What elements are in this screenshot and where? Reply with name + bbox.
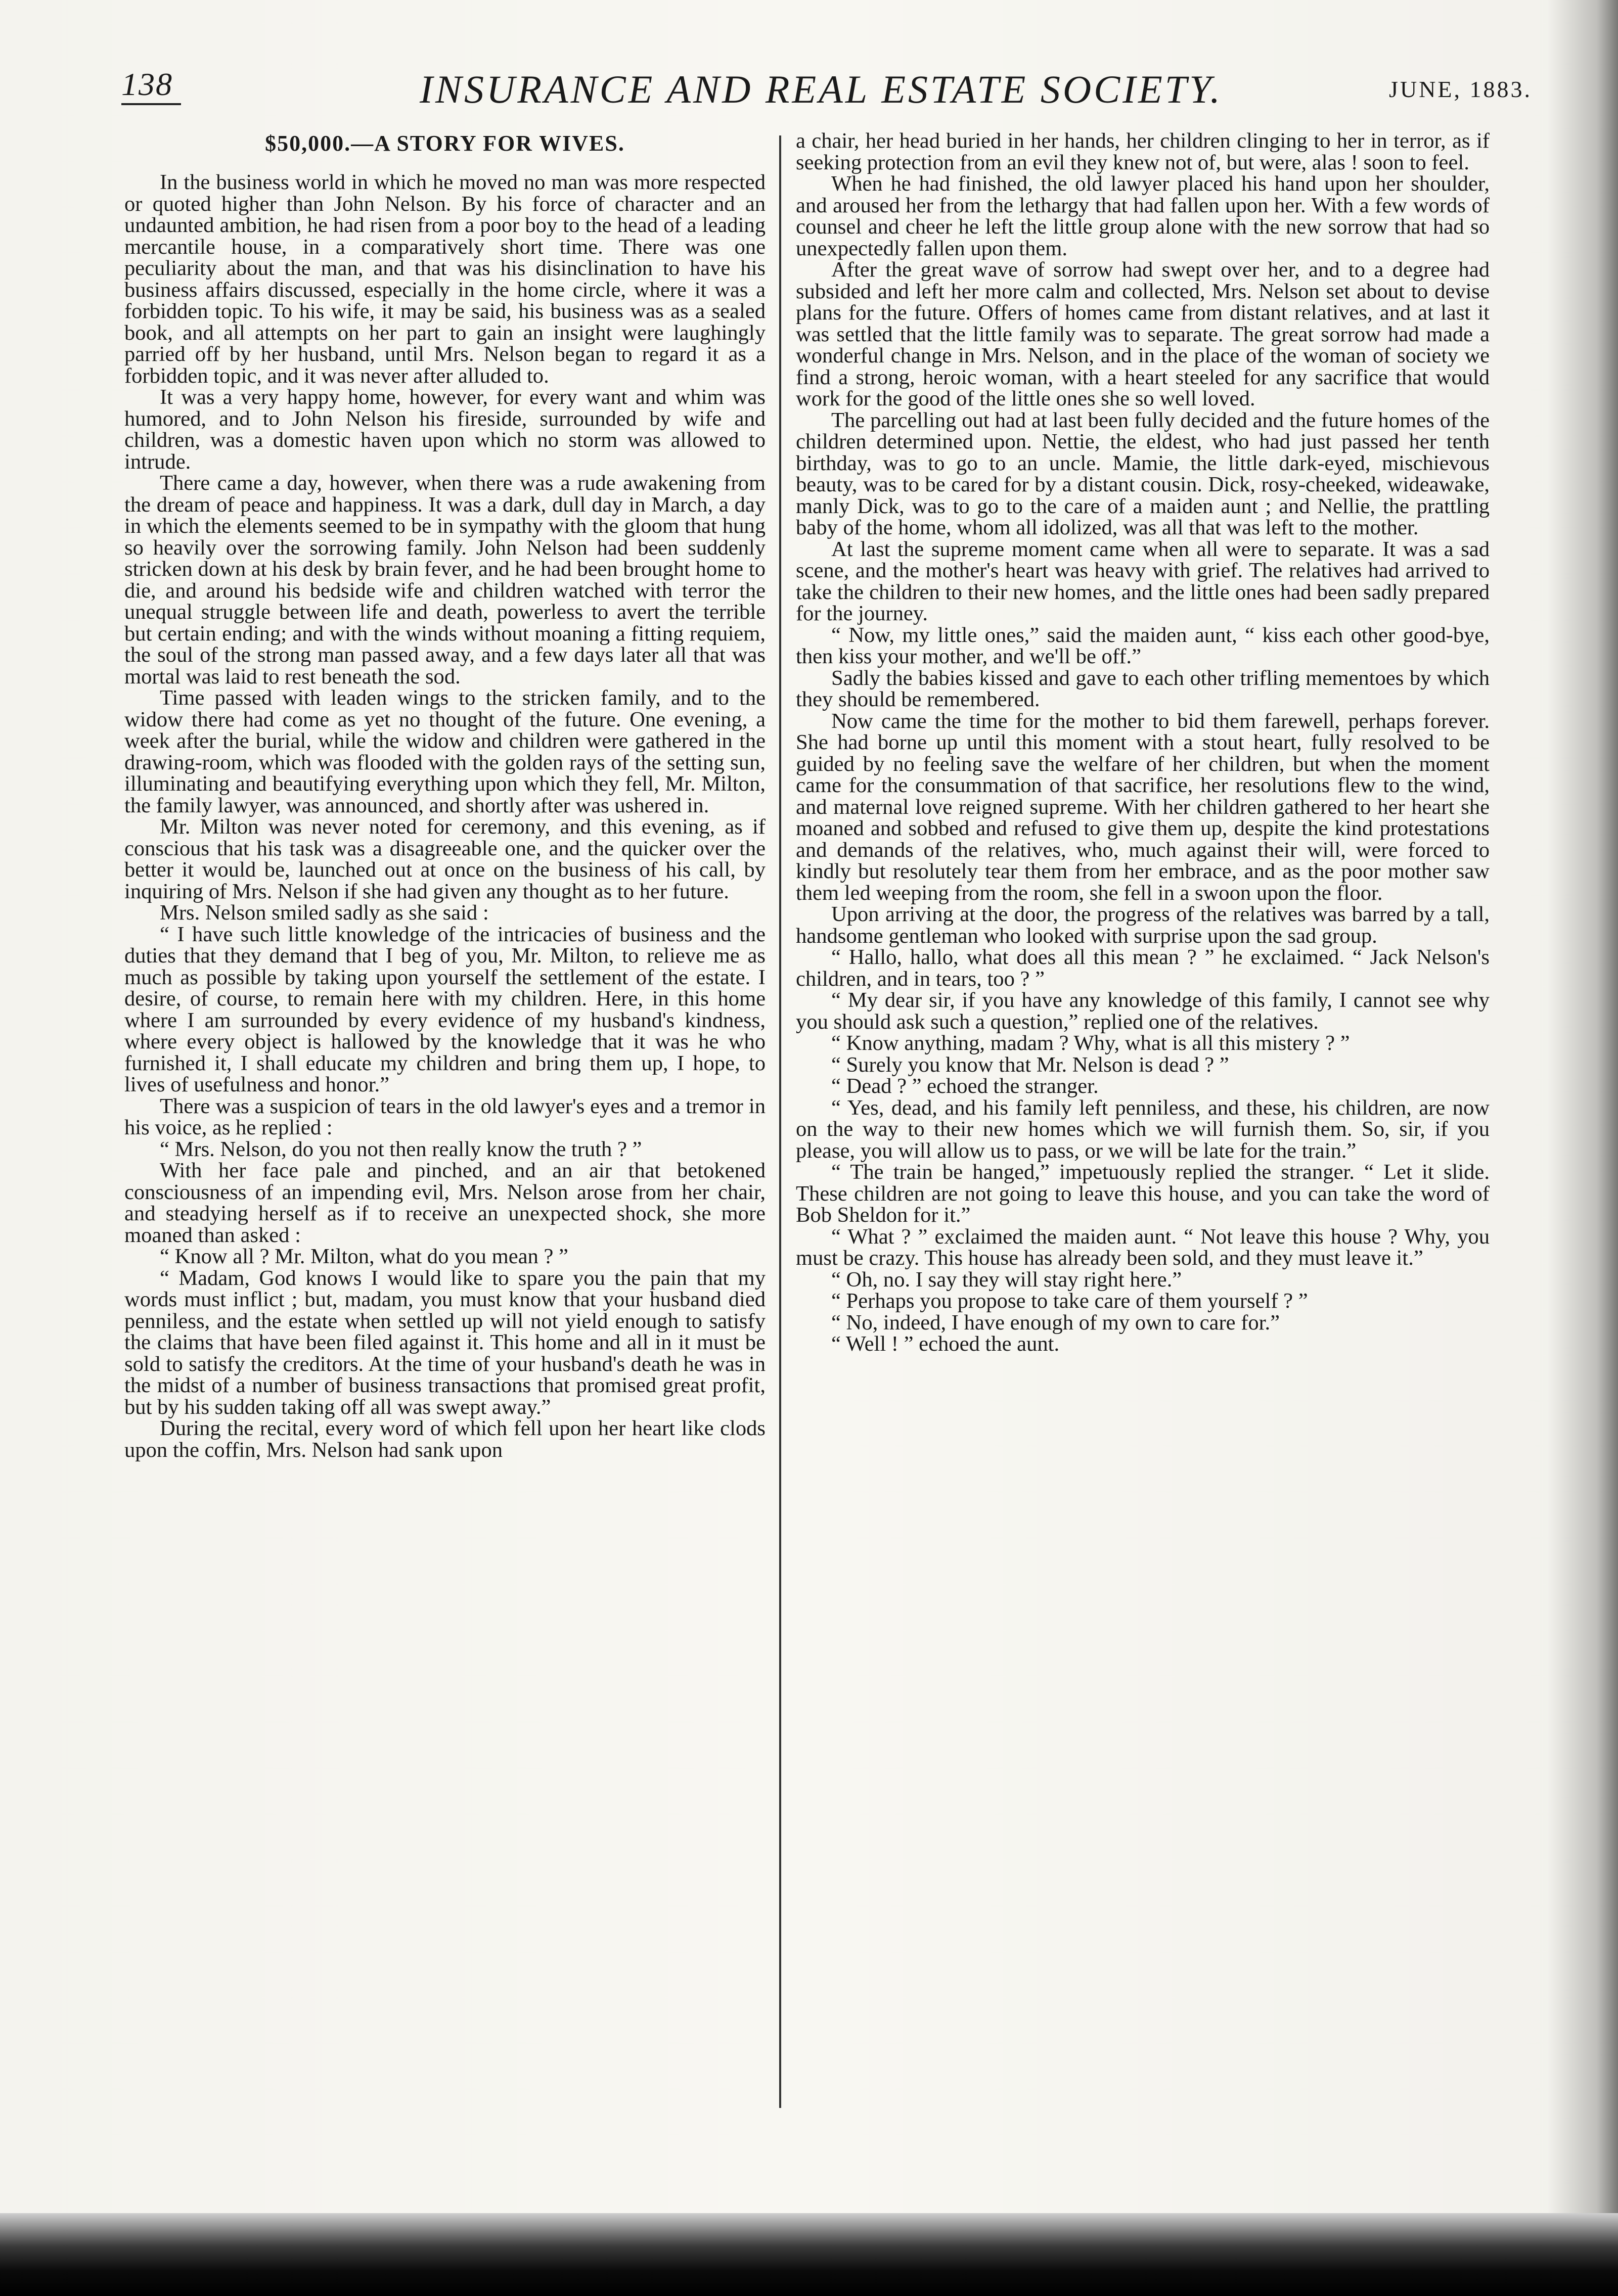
paragraph: “ Know all ? Mr. Milton, what do you mean ? ” [160,1245,568,1268]
paragraph: “ Know anything, madam ? Why, what is all this mistery ? ” [831,1031,1350,1055]
paragraph: “ Mrs. Nelson, do you not then really know the truth ? ” [160,1137,642,1161]
column-divider [779,135,781,2108]
paragraph: Upon arriving at the door, the progress of the relatives was barred by a tall, handsome gentleman who looked with surprise upon the sad group. [796,902,1490,948]
paragraph: There came a day, however, when there was a rude awakening from the dream of peace and happiness. It was a dark, dull day in March, a day in which the elements seemed to be in sympathy with the gloom that hung so heavily over the sorrowing family. John Nelson had been suddenly stricken down at his desk by brain fever, and he had been brought home to die, and around his bedside wife and children watched with terror the unequal struggle between life and death, powerless to avert the terrible but certain ending; and with the winds without moaning a fitting requiem, the soul of the strong man passed away, and a few days later all that was mortal was laid to rest beneath the sod. [124,471,766,688]
scan-bottom-shadow [0,2213,1618,2296]
paragraph: “ Perhaps you propose to take care of them yourself ? ” [831,1289,1308,1313]
page-header [121,61,1532,116]
paragraph: In the business world in which he moved no man was more respected or quoted higher than John Nelson. By his force of character and an undaunted ambition, he had risen from a poor boy to the head of a leading mercantile house, in a comparatively short time. There was one peculiarity about the man, and that was his disinclination to have his business affairs discussed, especially in the home circle, where it was a forbidden topic. To his wife, it may be said, his business was as a sealed book, and all attempts on her part to gain an insight were laughingly parried off by her husband, until Mrs. Nelson began to regard it as a forbidden topic, and it was never after alluded to. [124,170,766,388]
paragraph: At last the supreme moment came when all were to separate. It was a sad scene, and the mother's heart was heavy with grief. The relatives had arrived to take the children to their new homes, and the little ones had been sadly prepared for the journey. [796,537,1490,625]
paragraph: Now came the time for the mother to bid them farewell, perhaps forever. She had borne up until this moment with a stout heart, fully resolved to be guided by no feeling save the welfare of her children, but when the moment came for the consummation of that sacrifice, her resolutions flew to the wind, and maternal love reigned supreme. With her children gathered to her heart she moaned and sobbed and refused to give them up, despite the kind protestations and demands of the relatives, who, much against their will, were forced to kindly but resolutely tear them from her embrace, and as the poor mother saw them led weeping from the room, she fell in a swoon upon the floor. [796,709,1490,905]
paragraph: “ No, indeed, I have enough of my own to care for.” [831,1310,1280,1335]
paragraph: Mr. Milton was never noted for ceremony, and this evening, as if conscious that his task was a disagreeable one, and the quicker over the better it would be, launched out at once on the business of his call, by inquiring of Mrs. Nelson if she had given any thought as to her future. [124,815,766,903]
issue-date: JUNE, 1883. [1389,76,1532,102]
paragraph: “ Now, my little ones,” said the maiden aunt, “ kiss each other good-bye, then kiss your mother, and we'll be off.” [796,623,1490,668]
page-edge-shadow [1547,0,1618,2296]
right-column [796,130,1490,2132]
paragraph: After the great wave of sorrow had swept over her, and to a degree had subsided and left her more calm and collected, Mrs. Nelson set about to devise plans for the future. Offers of homes came from distant relatives, and at last it was settled that the little family was to separate. The great sorrow had made a wonderful change in Mrs. Nelson, and in the place of the woman of society we find a strong, heroic woman, with a heart steeled for any sacrifice that would work for the good of the little ones she so well loved. [796,258,1490,410]
paragraph: “ Surely you know that Mr. Nelson is dead ? ” [831,1052,1229,1077]
page-number: 138 [121,66,173,102]
left-column [124,130,766,2132]
paragraph: Mrs. Nelson smiled sadly as she said : [160,901,489,925]
paragraph: Sadly the babies kissed and gave to each other trifling mementoes by which they should be remembered. [796,666,1490,711]
paragraph: The parcelling out had at last been fully decided and the future homes of the children determined upon. Nettie, the eldest, who had just passed her tenth birthday, was to go to an uncle. Mamie, the little dark-eyed, mischievous beauty, was to be cared for by a distant cousin. Dick, rosy-cheeked, wideawake, manly Dick, was to go to the care of a maiden aunt ; and Nellie, the prattling baby of the home, whom all idolized, was all that was left to the mother. [796,408,1490,539]
paragraph: “ Yes, dead, and his family left penniless, and these, his children, are now on the way to their new homes which we will furnish them. So, sir, if you please, you will allow us to pass, or we will be late for the train.” [796,1095,1490,1163]
paragraph: There was a suspicion of tears in the old lawyer's eyes and a tremor in his voice, as he replied : [124,1094,766,1139]
paragraph: During the recital, every word of which fell upon her heart like clods upon the coffin, Mrs. Nelson had sank upon [124,1416,766,1462]
paragraph: “ Madam, God knows I would like to spare you the pain that my words must inflict ; but, madam, you must know that your husband died penniless, and the estate when settled up will not yield enough to satisfy the claims that have been filed against it. This home and all in it must be sold to satisfy the creditors. At the time of your husband's death he was in the midst of a number of business transactions that promised great profit, but by his sudden taking off all was swept away.” [124,1266,766,1419]
paragraph: Time passed with leaden wings to the stricken family, and to the widow there had come as yet no thought of the future. One evening, a week after the burial, while the widow and children were gathered in the drawing-room, which was flooded with the golden rays of the setting sun, illuminating and beautifying everything upon which they fell, Mr. Milton, the family lawyer, was announced, and shortly after was ushered in. [124,686,766,817]
paragraph: “ The train be hanged,” impetuously replied the stranger. “ Let it slide. These children are not going to leave this house, and you can take the word of Bob Sheldon for it.” [796,1160,1490,1227]
paragraph: When he had finished, the old lawyer placed his hand upon her shoulder, and aroused her from the lethargy that had fallen upon her. With a few words of counsel and cheer he left the little group alone with the new sorrow that had so unexpectedly fallen upon them. [796,172,1490,260]
paragraph: With her face pale and pinched, and an air that betokened consciousness of an impending evil, Mrs. Nelson arose from her chair, and steadying herself as if to receive an unexpected shock, she more moaned than asked : [124,1159,766,1247]
paragraph: “ Hallo, hallo, what does all this mean ? ” he exclaimed. “ Jack Nelson's children, and in tears, too ? ” [796,945,1490,991]
paragraph: It was a very happy home, however, for every want and whim was humored, and to John Nelson his fireside, surrounded by wife and children, was a domestic haven upon which no storm was allowed to intrude. [124,385,766,474]
paragraph: “ Dead ? ” echoed the stranger. [831,1074,1099,1098]
journal-title: INSURANCE AND REAL ESTATE SOCIETY. [420,67,1223,111]
paragraph: “ My dear sir, if you have any knowledge of this family, I cannot see why you should ask such a question,” replied one of the relatives. [796,988,1490,1034]
story-title: $50,000.—A STORY FOR WIVES. [265,131,625,156]
paragraph: “ Oh, no. I say they will stay right here.” [831,1267,1182,1292]
paragraph: “ What ? ” exclaimed the maiden aunt. “ Not leave this house ? Why, you must be crazy. This house has already been sold, and they must leave it.” [796,1224,1490,1270]
paragraph: “ I have such little knowledge of the intricacies of business and the duties that they demand that I beg of you, Mr. Milton, to relieve me as much as possible by taking upon yourself the settlement of the estate. I desire, of course, to remain here with my children. Here, in this home where I am surrounded by every evidence of my husband's kindness, where every object is hallowed by the knowledge that it was he who furnished it, I shall educate my children and bring them up, I hope, to lives of usefulness and honor.” [124,922,766,1096]
paragraph: “ Well ! ” echoed the aunt. [831,1332,1060,1356]
page-number-underline [121,103,181,105]
paragraph: a chair, her head buried in her hands, her children clinging to her in terror, as if seeking protection from an evil they knew not of, but were, alas ! soon to feel. [796,130,1490,174]
